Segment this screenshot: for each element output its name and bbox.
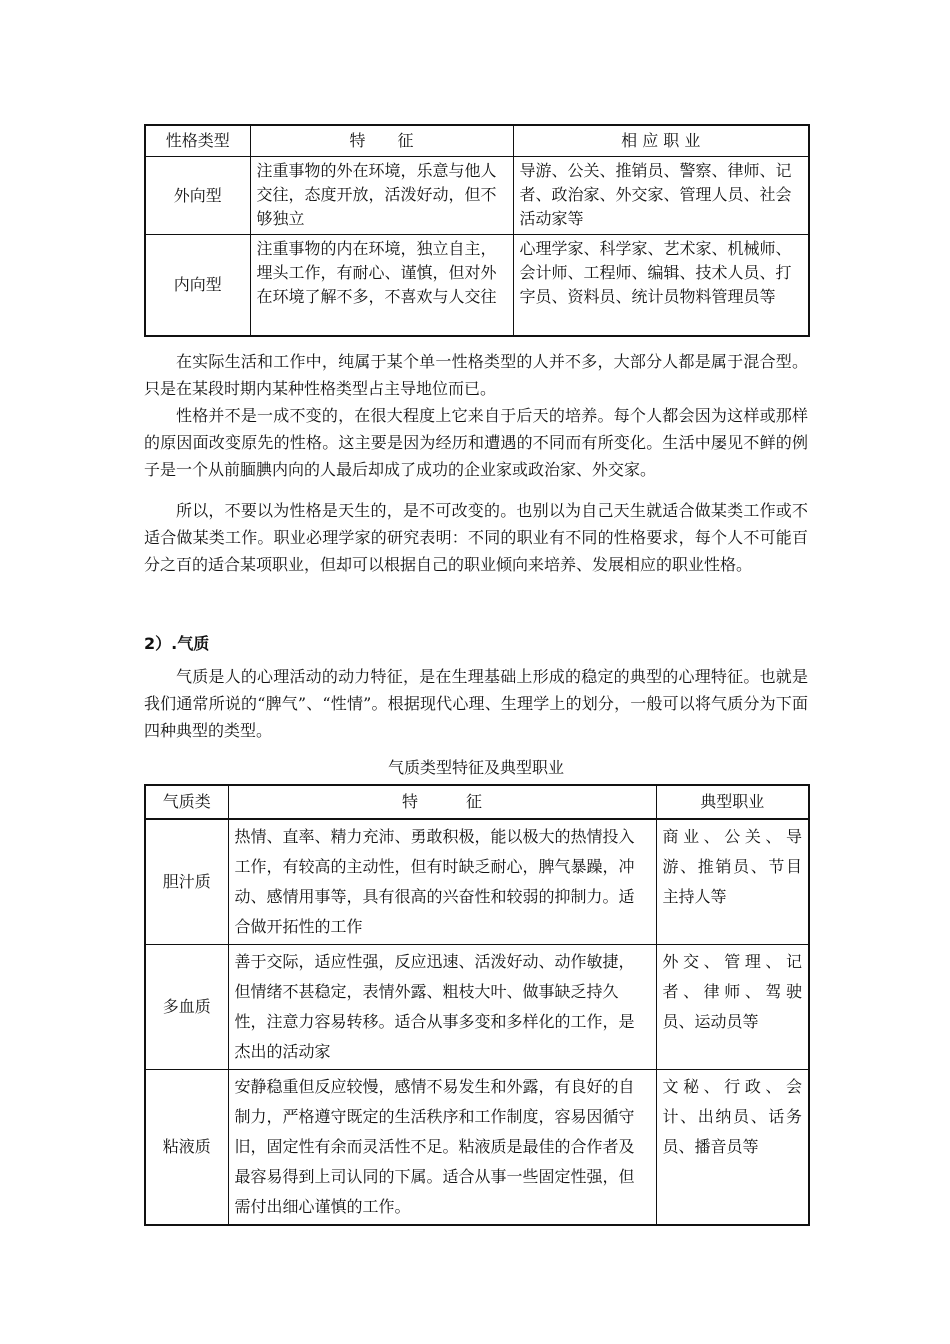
column-header-feature: 特 征: [228, 785, 656, 819]
column-header-type: 气质类: [145, 785, 228, 819]
feature-cell: 热情、直率、精力充沛、勇敢积极，能以极大的热情投入工作，有较高的主动性，但有时缺乏耐心，脾气暴躁，冲动、感情用事等，具有很高的兴奋性和较弱的抑制力。适合做开拓性的工作: [228, 819, 656, 945]
paragraph-temperament-definition: 气质是人的心理活动的动力特征，是在生理基础上形成的稳定的典型的心理特征。也就是我们通常所说的“脾气”、“性情”。根据现代心理、生理学上的划分，一般可以将气质分为下面四种典型的类型。: [144, 667, 808, 740]
type-cell: 内向型: [145, 235, 250, 336]
feature-cell: 注重事物的外在环境，乐意与他人交往，态度开放，活泼好动，但不够独立: [250, 157, 513, 235]
jobs-cell: 外交、管理、记者、律师、驾驶员、运动员等: [656, 945, 809, 1070]
table-header-row: [145, 125, 809, 157]
table-header-row: [145, 785, 809, 819]
table-row: [145, 819, 809, 945]
column-header-feature: 特 征: [250, 125, 513, 157]
table-caption: 气质类型特征及典型职业: [387, 758, 564, 777]
section-heading-temperament: 2）.气质: [144, 634, 210, 653]
jobs-cell: 商业、公关、导游、推销员、节目主持人等: [656, 819, 809, 945]
feature-cell: 安静稳重但反应较慢，感情不易发生和外露，有良好的自制力，严格遵守既定的生活秩序和工作制度，容易因循守旧，固定性有余而灵活性不足。粘液质是最佳的合作者及最容易得到上司认同的下属。适合从事一些固定性强，但需付出细心谨慎的工作。: [228, 1070, 656, 1226]
personality-type-table: [144, 124, 810, 337]
jobs-cell: 心理学家、科学家、艺术家、机械师、会计师、工程师、编辑、技术人员、打字员、资料员、统计员物料管理员等: [513, 235, 809, 336]
paragraph-not-innate: 所以，不要以为性格是天生的，是不可改变的。也别以为自己天生就适合做某类工作或不适合做某类工作。职业必理学家的研究表明：不同的职业有不同的性格要求，每个人不可能百分之百的适合某项职业，但却可以根据自己的职业倾向来培养、发展相应的职业性格。: [144, 501, 808, 574]
type-cell: 外向型: [145, 157, 250, 235]
table-row: [145, 235, 809, 336]
jobs-cell: 文秘、行政、会计、出纳员、话务员、播音员等: [656, 1070, 809, 1226]
table-row: [145, 945, 809, 1070]
feature-cell: 善于交际，适应性强，反应迅速、活泼好动、动作敏捷，但情绪不甚稳定，表情外露、粗枝大叶、做事缺乏持久性，注意力容易转移。适合从事多变和多样化的工作，是杰出的活动家: [228, 945, 656, 1070]
type-cell: 胆汁质: [145, 819, 228, 945]
type-cell: 粘液质: [145, 1070, 228, 1226]
paragraph-mixed-type: 在实际生活和工作中，纯属于某个单一性格类型的人并不多，大部分人都是属于混合型。只是在某段时期内某种性格类型占主导地位而已。: [144, 352, 808, 398]
temperament-type-table: [144, 784, 810, 1226]
column-header-jobs: 相 应 职 业: [513, 125, 809, 157]
type-cell: 多血质: [145, 945, 228, 1070]
column-header-type: 性格类型: [145, 125, 250, 157]
paragraph-personality-change: 性格并不是一成不变的，在很大程度上它来自于后天的培养。每个人都会因为这样或那样的原因面改变原先的性格。这主要是因为经历和遭遇的不同而有所变化。生活中屡见不鲜的例子是一个从前腼腆内向的人最后却成了成功的企业家或政治家、外交家。: [144, 406, 808, 479]
feature-cell: 注重事物的内在环境，独立自主，埋头工作，有耐心、谨慎，但对外在环境了解不多，不喜欢与人交往: [250, 235, 513, 336]
table-row: [145, 157, 809, 235]
column-header-jobs: 典型职业: [656, 785, 809, 819]
jobs-cell: 导游、公关、推销员、警察、律师、记者、政治家、外交家、管理人员、社会活动家等: [513, 157, 809, 235]
table-row: [145, 1070, 809, 1226]
